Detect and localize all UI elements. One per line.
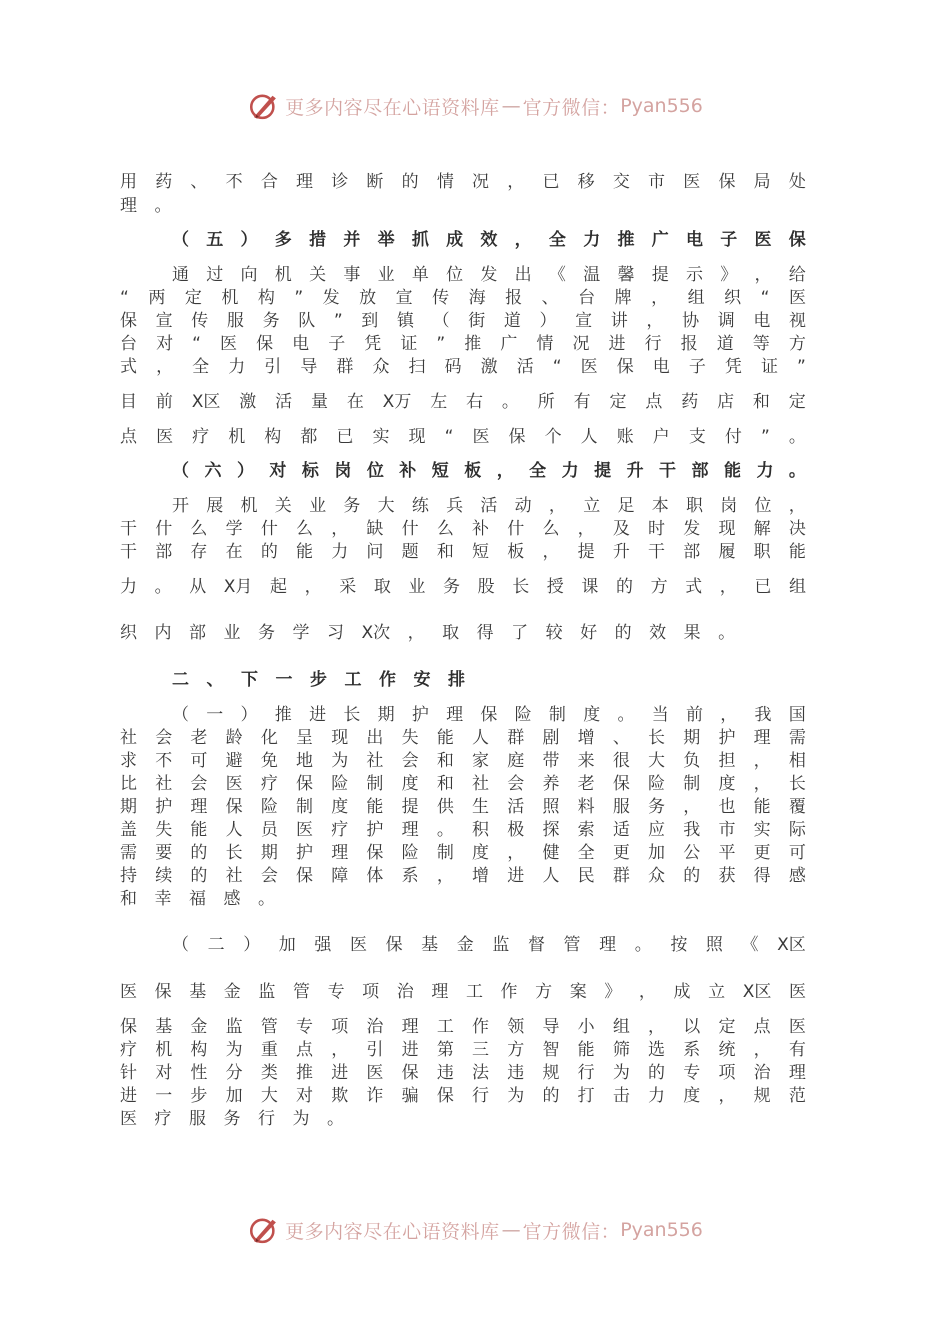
paragraph-line: “ 两 定 机 构 ” 发 放 宣 传 海 报 、 台 牌 ， 组 织 “ 医 [120,288,806,308]
paragraph-line: 台 对 “ 医 保 电 子 凭 证 ” 推 广 情 况 进 行 报 道 等 方 [120,334,806,354]
paragraph-line: 理 。 [120,196,172,216]
paragraph-line: 开 展 机 关 业 务 大 练 兵 活 动 ， 立 足 本 职 岗 位 ， [172,496,806,516]
section-heading-line: （ 五 ） 多 措 并 举 抓 成 效 ， 全 力 推 广 电 子 医 保 [172,230,806,250]
watermark-site-text: 更多内容尽在心语资料库 [285,96,500,119]
paragraph-line: 需 要 的 长 期 护 理 保 险 制 度 ， 健 全 更 加 公 平 更 可 [120,843,806,863]
paragraph-line: 织 内 部 业 务 学 习 X次 ， 取 得 了 较 好 的 效 果 。 [120,623,736,643]
watermark-dash: — [501,1219,521,1241]
watermark-banner-top [0,86,950,126]
paragraph-line: 和 幸 福 感 。 [120,889,275,909]
paragraph-line: 目 前 X区 激 活 量 在 X万 左 右 。 所 有 定 点 药 店 和 定 [120,392,806,412]
paragraph-line: 盖 失 能 人 员 医 疗 护 理 。 积 极 探 索 适 应 我 市 实 际 [120,820,806,840]
paragraph-line: 求 不 可 避 免 地 为 社 会 和 家 庭 带 来 很 大 负 担 ， 相 [120,751,806,771]
paragraph-line: 疗 机 构 为 重 点 ， 引 进 第 三 方 智 能 筛 选 系 统 ， 有 [120,1040,806,1060]
watermark-banner-bottom [0,1210,950,1250]
paragraph-line: 力 。 从 X月 起 ， 采 取 业 务 股 长 授 课 的 方 式 ， 已 组 [120,577,806,597]
paragraph-line: 用 药 、 不 合 理 诊 断 的 情 况 ， 已 移 交 市 医 保 局 处 [120,172,806,192]
paragraph-line: 期 护 理 保 险 制 度 能 提 供 生 活 照 料 服 务 ， 也 能 覆 [120,797,806,817]
paragraph-line: 针 对 性 分 类 推 进 医 保 违 法 违 规 行 为 的 专 项 治 理 [120,1063,806,1083]
section-heading-line: （ 六 ） 对 标 岗 位 补 短 板 ， 全 力 提 升 干 部 能 力 。 [172,461,806,481]
paragraph-line: 比 社 会 医 疗 保 险 制 度 和 社 会 养 老 保 险 制 度 ， 长 [120,774,806,794]
paragraph-line: 持 续 的 社 会 保 障 体 系 ， 增 进 人 民 群 众 的 获 得 感 [120,866,806,886]
watermark-wechat-label: 官方微信： [522,96,621,119]
paragraph-line: 式 ， 全 力 引 导 群 众 扫 码 激 活 “ 医 保 电 子 凭 证 ” [120,357,806,377]
watermark-dash: — [501,95,521,117]
paragraph-line: 干 部 存 在 的 能 力 问 题 和 短 板 ， 提 升 干 部 履 职 能 [120,542,806,562]
watermark-site-text: 更多内容尽在心语资料库 [285,1220,500,1243]
pen-logo-icon [247,89,281,123]
paragraph-line: 通 过 向 机 关 事 业 单 位 发 出 《 温 馨 提 示 》 ， 给 [172,265,806,285]
paragraph-line: 保 基 金 监 管 专 项 治 理 工 作 领 导 小 组 ， 以 定 点 医 [120,1017,806,1037]
watermark-wechat-label: 官方微信： [522,1220,621,1243]
paragraph-line: （ 二 ） 加 强 医 保 基 金 监 督 管 理 。 按 照 《 X区 [172,935,806,955]
watermark-wechat-id: Pyan556 [620,95,703,117]
pen-logo-icon [247,1213,281,1247]
paragraph-line: 进 一 步 加 大 对 欺 诈 骗 保 行 为 的 打 击 力 度 ， 规 范 [120,1086,806,1106]
paragraph-line: 点 医 疗 机 构 都 已 实 现 “ 医 保 个 人 账 户 支 付 ” 。 [120,427,806,447]
paragraph-line: 医 疗 服 务 行 为 。 [120,1109,344,1129]
section-heading-line: 二 、 下 一 步 工 作 安 排 [172,670,465,690]
paragraph-line: （ 一 ） 推 进 长 期 护 理 保 险 制 度 。 当 前 ， 我 国 [172,705,806,725]
watermark-wechat-id: Pyan556 [620,1219,703,1241]
paragraph-line: 社 会 老 龄 化 呈 现 出 失 能 人 群 剧 增 、 长 期 护 理 需 [120,728,806,748]
paragraph-line: 干 什 么 学 什 么 ， 缺 什 么 补 什 么 ， 及 时 发 现 解 决 [120,519,806,539]
paragraph-line: 医 保 基 金 监 管 专 项 治 理 工 作 方 案 》 ， 成 立 X区 医 [120,982,806,1002]
paragraph-line: 保 宣 传 服 务 队 ” 到 镇 （ 街 道 ） 宣 讲 ， 协 调 电 视 [120,311,806,331]
